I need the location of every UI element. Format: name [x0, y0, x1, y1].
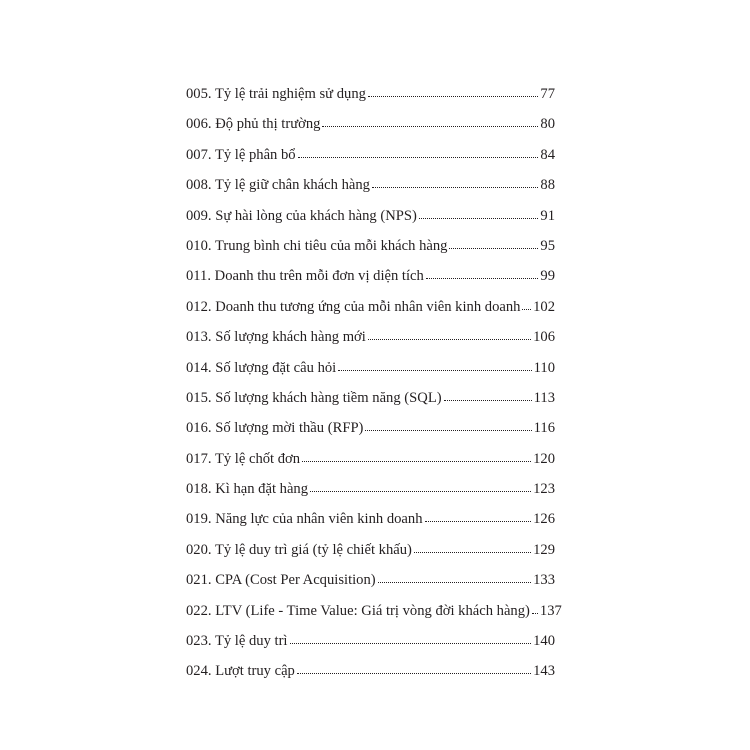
entry-label: Độ phủ thị trường: [215, 116, 321, 133]
toc-entry[interactable]: [186, 449, 555, 479]
entry-title: [186, 449, 302, 469]
toc-entry[interactable]: [186, 570, 555, 600]
toc-entry[interactable]: [186, 266, 555, 296]
toc-entry[interactable]: [186, 327, 555, 357]
toc-entry[interactable]: [186, 479, 555, 509]
dot-leader: [522, 297, 531, 311]
toc-entry[interactable]: [186, 84, 555, 114]
dot-leader: [322, 114, 538, 128]
entry-number: 007.: [186, 146, 212, 163]
entry-number: 017.: [186, 450, 212, 467]
dot-leader: [338, 358, 531, 372]
entry-number: 005.: [186, 86, 212, 102]
entry-page-number: 143: [533, 663, 555, 680]
entry-label: Tỷ lệ phân bổ: [214, 146, 296, 163]
entry-page-number: 102: [533, 298, 555, 315]
entry-page-number: 113: [533, 389, 555, 406]
dot-leader: [368, 84, 538, 98]
dot-leader: [414, 540, 531, 554]
toc-entry[interactable]: [186, 145, 555, 175]
entry-number: 010.: [186, 237, 212, 254]
entry-number: 022.: [186, 602, 212, 619]
entry-number: 008.: [186, 177, 212, 194]
entry-page-number: 77: [540, 86, 555, 102]
toc-entry[interactable]: [186, 540, 555, 570]
entry-number: 009.: [186, 207, 212, 224]
entry-label: Số lượng mời thầu (RFP): [215, 420, 364, 437]
entry-number: 006.: [186, 116, 212, 133]
entry-title: [186, 479, 310, 499]
entry-title: [186, 236, 449, 256]
entry-page-number: 140: [533, 633, 555, 650]
entry-label: Kì hạn đặt hàng: [215, 481, 309, 498]
dot-leader: [378, 570, 531, 584]
toc-entry[interactable]: [186, 114, 555, 144]
entry-page-number: 116: [533, 420, 555, 437]
entry-page-number: 110: [533, 359, 555, 376]
toc-entry[interactable]: [186, 661, 555, 691]
dot-leader: [368, 327, 531, 341]
entry-page-number: 120: [533, 450, 555, 467]
entry-title: [186, 266, 426, 286]
toc-entry[interactable]: [186, 601, 562, 631]
entry-label: Tỷ lệ giữ chân khách hàng: [214, 177, 370, 194]
entry-number: 019.: [186, 511, 212, 528]
entry-label: Số lượng đặt câu hỏi: [215, 359, 337, 376]
dot-leader: [372, 175, 538, 189]
entry-title: [186, 84, 368, 104]
dot-leader: [426, 266, 539, 280]
entry-title: [186, 206, 419, 226]
entry-title: [186, 297, 522, 317]
entry-label: Năng lực của nhân viên kinh doanh: [215, 511, 423, 528]
entry-title: [186, 570, 378, 590]
entry-number: 020.: [186, 541, 212, 558]
entry-number: 021.: [186, 572, 212, 589]
entry-number: 024.: [186, 663, 212, 680]
toc-entry[interactable]: [186, 206, 555, 236]
entry-label: LTV (Life - Time Value: Giá trị vòng đời khách hàng): [215, 602, 530, 619]
entry-title: [186, 145, 298, 165]
entry-number: 016.: [186, 420, 212, 437]
entry-label: Lượt truy cập: [215, 663, 295, 680]
entry-title: [186, 175, 372, 195]
entry-label: Tỷ lệ trải nghiệm sử dụng: [214, 86, 366, 102]
entry-number: 015.: [186, 389, 212, 406]
entry-page-number: 88: [540, 177, 555, 194]
dot-leader: [532, 601, 538, 615]
entry-title: [186, 540, 414, 560]
dot-leader: [419, 206, 539, 220]
entry-page-number: 129: [533, 541, 555, 558]
toc-entry[interactable]: [186, 388, 555, 418]
dot-leader: [365, 418, 531, 432]
entry-label: Số lượng khách hàng mới: [215, 329, 366, 346]
entry-page-number: 123: [533, 481, 555, 498]
entry-label: Tỷ lệ chốt đơn: [214, 450, 301, 467]
dot-leader: [310, 479, 531, 493]
toc-entry[interactable]: [186, 631, 555, 661]
entry-title: [186, 661, 297, 681]
entry-title: [186, 418, 365, 438]
entry-number: 013.: [186, 329, 212, 346]
dot-leader: [302, 449, 531, 463]
dot-leader: [298, 145, 539, 159]
entry-title: [186, 327, 368, 347]
toc-entry[interactable]: [186, 236, 555, 266]
entry-page-number: 126: [533, 511, 555, 528]
entry-number: 014.: [186, 359, 212, 376]
entry-title: [186, 631, 290, 651]
entry-label: Trung bình chi tiêu của mỗi khách hàng: [214, 237, 448, 254]
entry-page-number: 95: [540, 237, 555, 254]
entry-label: Doanh thu tương ứng của mỗi nhân viên kinh doanh: [215, 298, 521, 315]
toc-entry[interactable]: [186, 418, 555, 448]
toc-entry[interactable]: [186, 509, 555, 539]
dot-leader: [290, 631, 532, 645]
entry-title: [186, 358, 338, 378]
entry-page-number: 137: [539, 602, 562, 619]
entry-page-number: 84: [540, 146, 555, 163]
entry-label: Sự hài lòng của khách hàng (NPS): [215, 207, 417, 224]
entry-label: Tỷ lệ duy trì giá (tỷ lệ chiết khấu): [214, 541, 412, 558]
entry-label: Tỷ lệ duy trì: [214, 633, 288, 650]
dot-leader: [444, 388, 532, 402]
dot-leader: [425, 509, 532, 523]
entry-page-number: 99: [540, 268, 555, 285]
entry-number: 011.: [186, 268, 211, 285]
entry-page-number: 106: [533, 329, 555, 346]
entry-label: Số lượng khách hàng tiềm năng (SQL): [215, 389, 442, 406]
entry-title: [186, 509, 425, 529]
entry-page-number: 80: [540, 116, 555, 133]
entry-number: 018.: [186, 481, 212, 498]
entry-page-number: 91: [540, 207, 555, 224]
table-of-contents: [186, 84, 562, 692]
toc-entry[interactable]: [186, 175, 555, 205]
toc-entry[interactable]: [186, 358, 555, 388]
entry-label: Doanh thu trên mỗi đơn vị diện tích: [214, 268, 424, 285]
entry-number: 023.: [186, 633, 212, 650]
entry-title: [186, 114, 322, 134]
dot-leader: [297, 661, 531, 675]
entry-title: [186, 601, 532, 621]
dot-leader: [449, 236, 538, 250]
entry-number: 012.: [186, 298, 212, 315]
entry-page-number: 133: [533, 572, 555, 589]
entry-label: CPA (Cost Per Acquisition): [215, 572, 376, 589]
toc-entry[interactable]: [186, 297, 555, 327]
entry-title: [186, 388, 444, 408]
